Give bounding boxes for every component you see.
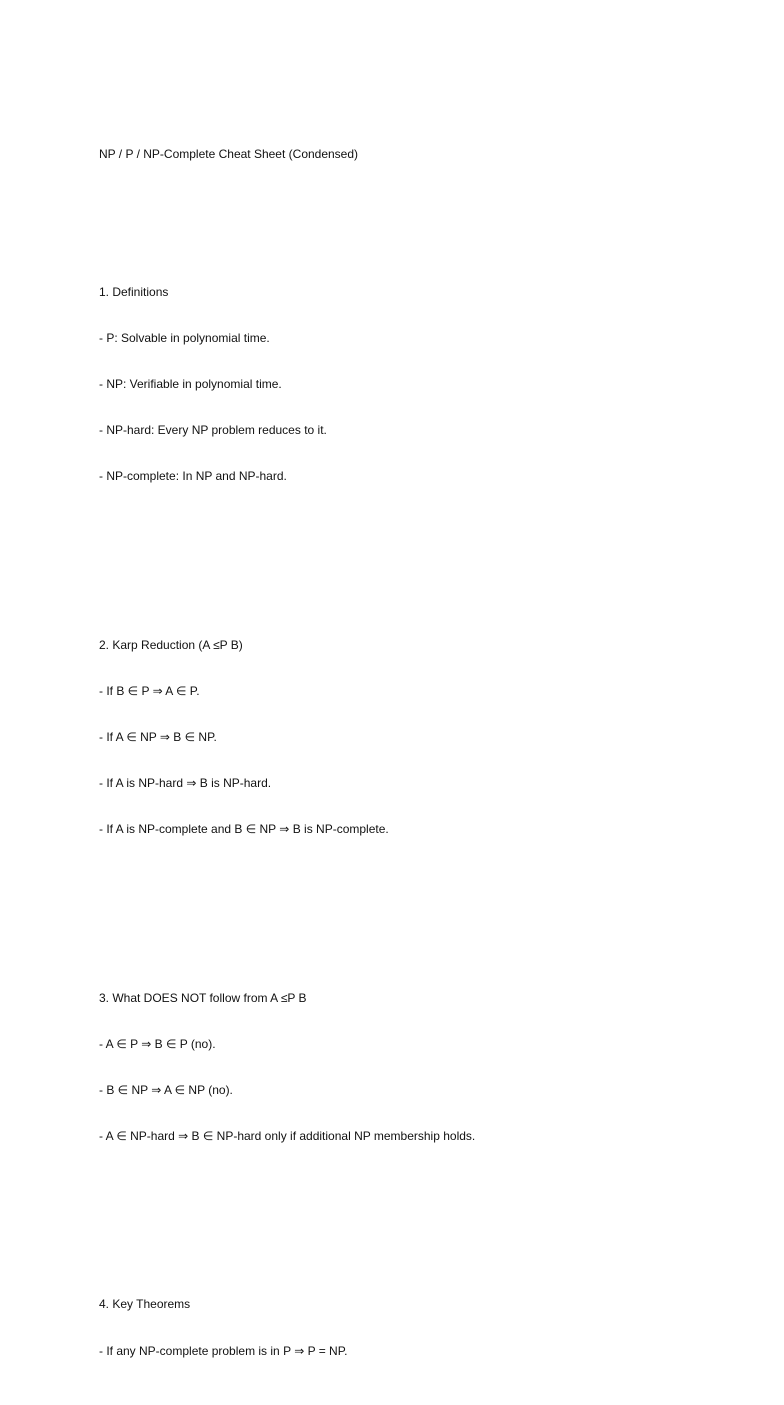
blank-line xyxy=(99,1205,475,1220)
section-does-not-follow xyxy=(99,960,475,1175)
list-item: - If A is NP-hard ⇒ B is NP-hard. xyxy=(99,775,272,790)
blank-line xyxy=(99,899,475,914)
section-karp-reduction xyxy=(99,607,475,868)
list-item: - If B ∈ P ⇒ A ∈ P. xyxy=(99,683,200,698)
list-item: - P: Solvable in polynomial time. xyxy=(99,330,270,345)
list-item: - If any NP-complete problem is in P ⇒ P = NP. xyxy=(99,1343,348,1358)
list-item: - A ∈ P ⇒ B ∈ P (no). xyxy=(99,1036,216,1051)
list-item: - NP-hard: Every NP problem reduces to it. xyxy=(99,422,327,437)
list-item: - B ∈ NP ⇒ A ∈ NP (no). xyxy=(99,1082,233,1097)
section-heading: 4. Key Theorems xyxy=(99,1297,191,1312)
section-heading: 3. What DOES NOT follow from A ≤P B xyxy=(99,990,307,1005)
list-item: - A ∈ NP-hard ⇒ B ∈ NP-hard only if additional NP membership holds. xyxy=(99,1128,476,1143)
blank-line xyxy=(99,193,475,208)
document-title: NP / P / NP-Complete Cheat Sheet (Condensed) xyxy=(99,146,359,161)
section-heading: 1. Definitions xyxy=(99,284,169,299)
list-item: - NP-complete: In NP and NP-hard. xyxy=(99,468,287,483)
cheat-sheet-document xyxy=(99,116,475,1405)
section-heading: 2. Karp Reduction (A ≤P B) xyxy=(99,637,243,652)
list-item: - If A is NP-complete and B ∈ NP ⇒ B is NP-complete. xyxy=(99,821,389,836)
list-item: - If A ∈ NP ⇒ B ∈ NP. xyxy=(99,729,217,744)
section-definitions xyxy=(99,254,475,515)
list-item: - NP: Verifiable in polynomial time. xyxy=(99,376,282,391)
section-key-theorems xyxy=(99,1267,475,1390)
blank-line xyxy=(99,546,475,561)
